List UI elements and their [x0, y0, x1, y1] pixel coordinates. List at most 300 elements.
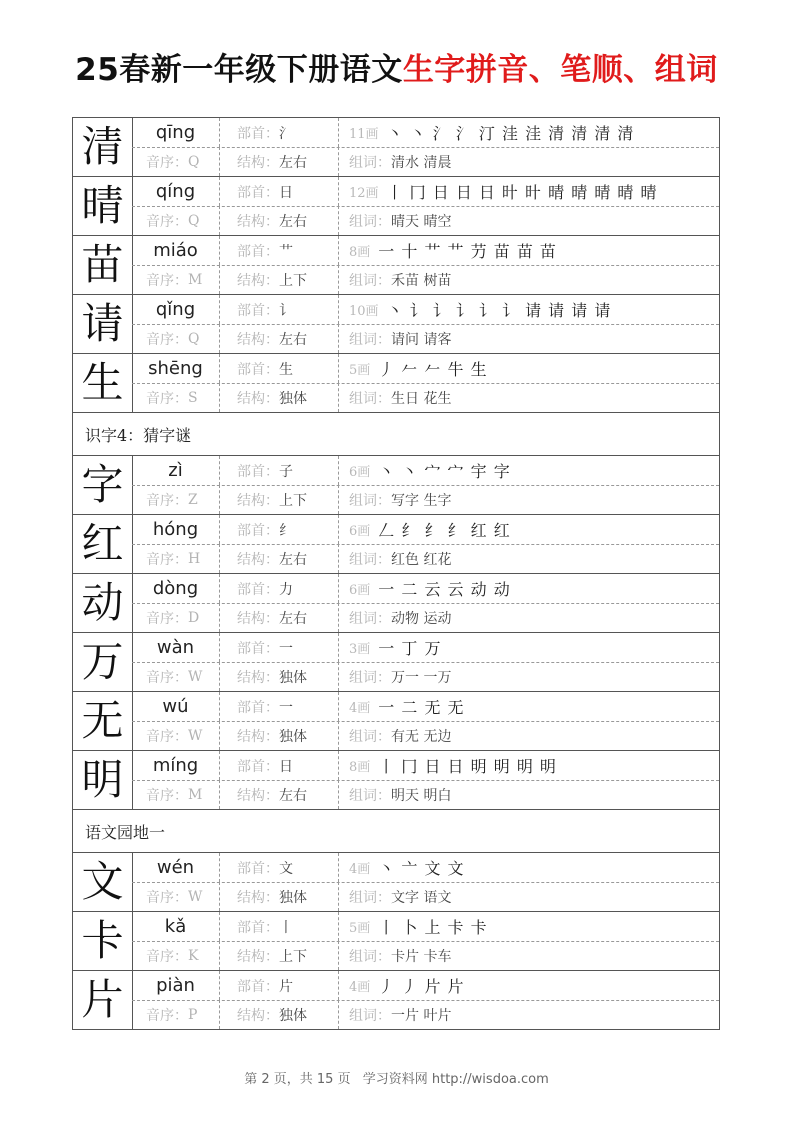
radical-label: 部首： [237, 758, 279, 775]
stroke-order-cell [339, 456, 719, 485]
entry-bottom-row [132, 206, 719, 235]
stroke-count-number: 4 [349, 980, 358, 995]
index-letter-label: 音序： [146, 390, 188, 407]
character-entry [73, 574, 719, 633]
stroke-count [349, 182, 379, 201]
words-label: 组词： [349, 390, 391, 407]
character-entry [73, 971, 719, 1030]
stroke-count-unit: 画 [357, 921, 371, 936]
radical-value: 氵 [279, 125, 293, 142]
index-letter-cell [132, 265, 220, 294]
structure-value: 左右 [279, 610, 307, 627]
pinyin: qīng [132, 118, 220, 147]
stroke-count-unit: 画 [357, 701, 371, 716]
structure-label: 结构： [237, 1007, 279, 1024]
entry-bottom-row [132, 721, 719, 750]
index-letter-value: H [188, 550, 201, 567]
radical-label: 部首： [237, 361, 279, 378]
stroke-count [349, 638, 370, 657]
hanzi-character: 无 [73, 692, 133, 750]
words-label: 组词： [349, 551, 391, 568]
stroke-order-cell [339, 574, 719, 603]
words-value: 红色 红花 [391, 551, 452, 568]
radical-label: 部首： [237, 919, 279, 936]
stroke-count-unit: 画 [357, 465, 371, 480]
structure-cell [220, 1000, 339, 1029]
structure-value: 独体 [279, 889, 307, 906]
structure-value: 独体 [279, 728, 307, 745]
character-entry [73, 633, 719, 692]
index-letter-cell [132, 383, 220, 412]
stroke-count-number: 10 [349, 304, 366, 319]
structure-label: 结构： [237, 390, 279, 407]
stroke-count [349, 697, 370, 716]
radical-label: 部首： [237, 699, 279, 716]
pinyin: qíng [132, 177, 220, 206]
section-heading: 识字4：猜字谜 [73, 413, 719, 456]
character-entry [73, 912, 719, 971]
words-label: 组词： [349, 331, 391, 348]
radical-value: 日 [279, 184, 293, 201]
index-letter-label: 音序： [146, 492, 188, 509]
stroke-sequence: 丶 丶 氵 氵 汀 洼 洼 清 清 清 清 [386, 124, 635, 143]
stroke-sequence: 丶 亠 文 文 [378, 859, 465, 878]
words-value: 动物 运动 [391, 610, 452, 627]
stroke-order-cell [339, 633, 719, 662]
index-letter-cell [132, 941, 220, 970]
stroke-order-cell [339, 853, 719, 882]
character-entry [73, 295, 719, 354]
words-label: 组词： [349, 492, 391, 509]
index-letter-label: 音序： [146, 154, 188, 171]
radical-cell [220, 456, 339, 485]
radical-cell [220, 692, 339, 721]
stroke-count [349, 976, 370, 995]
index-letter-value: D [188, 609, 200, 626]
structure-label: 结构： [237, 331, 279, 348]
stroke-count-unit: 画 [357, 363, 371, 378]
radical-label: 部首： [237, 860, 279, 877]
words-label: 组词： [349, 154, 391, 171]
words-cell [339, 1000, 719, 1029]
character-entry [73, 354, 719, 413]
words-value: 明天 明白 [391, 787, 452, 804]
title-red: 生字拼音、笔顺、组词 [402, 52, 718, 88]
stroke-count-number: 6 [349, 524, 358, 539]
radical-value: 讠 [279, 302, 293, 319]
index-letter-value: S [188, 389, 198, 406]
structure-value: 独体 [279, 1007, 307, 1024]
words-cell [339, 721, 719, 750]
radical-cell [220, 177, 339, 206]
stroke-count [349, 359, 370, 378]
radical-label: 部首： [237, 184, 279, 201]
index-letter-cell [132, 780, 220, 809]
index-letter-value: Z [188, 491, 198, 508]
radical-label: 部首： [237, 243, 279, 260]
structure-cell [220, 662, 339, 691]
radical-cell [220, 912, 339, 941]
hanzi-character: 片 [73, 971, 133, 1029]
structure-value: 左右 [279, 331, 307, 348]
structure-cell [220, 324, 339, 353]
words-value: 卡片 卡车 [391, 948, 452, 965]
entry-top-row [132, 236, 719, 266]
pinyin: hóng [132, 515, 220, 544]
words-cell [339, 603, 719, 632]
radical-label: 部首： [237, 522, 279, 539]
structure-cell [220, 941, 339, 970]
index-letter-label: 音序： [146, 1007, 188, 1024]
stroke-order-cell [339, 354, 719, 383]
words-value: 一片 叶片 [391, 1007, 452, 1024]
hanzi-character: 生 [73, 354, 133, 412]
structure-value: 左右 [279, 154, 307, 171]
pinyin: dòng [132, 574, 220, 603]
stroke-count-number: 8 [349, 245, 358, 260]
hanzi-character: 请 [73, 295, 133, 353]
words-cell [339, 383, 719, 412]
radical-value: 一 [279, 699, 293, 716]
stroke-sequence: 丶 丶 宀 宀 宇 字 [378, 462, 511, 481]
stroke-count-unit: 画 [357, 583, 371, 598]
words-label: 组词： [349, 889, 391, 906]
radical-value: 纟 [279, 522, 293, 539]
words-label: 组词： [349, 669, 391, 686]
structure-value: 独体 [279, 390, 307, 407]
stroke-sequence: 一 二 无 无 [378, 698, 465, 717]
character-entry [73, 118, 719, 177]
entry-top-row [132, 177, 719, 207]
stroke-count-unit: 画 [365, 127, 379, 142]
structure-cell [220, 265, 339, 294]
stroke-order-cell [339, 236, 719, 265]
structure-value: 上下 [279, 948, 307, 965]
hanzi-character: 清 [73, 118, 133, 176]
hanzi-character: 卡 [73, 912, 133, 970]
words-cell [339, 662, 719, 691]
structure-label: 结构： [237, 154, 279, 171]
pinyin: zì [132, 456, 220, 485]
entry-bottom-row [132, 383, 719, 412]
index-letter-label: 音序： [146, 889, 188, 906]
structure-label: 结构： [237, 889, 279, 906]
stroke-count [349, 461, 370, 480]
character-entry [73, 692, 719, 751]
structure-cell [220, 544, 339, 573]
index-letter-value: W [188, 888, 203, 905]
stroke-sequence: 丶 讠 讠 讠 讠 讠 请 请 请 请 [386, 301, 612, 320]
stroke-sequence: 丿 𠂉 𠂉 牛 生 [378, 360, 488, 379]
radical-value: 片 [279, 978, 293, 995]
structure-label: 结构： [237, 948, 279, 965]
index-letter-value: M [188, 271, 203, 288]
entry-bottom-row [132, 485, 719, 514]
radical-cell [220, 118, 339, 147]
index-letter-value: P [188, 1006, 198, 1023]
stroke-count-unit: 画 [357, 642, 371, 657]
index-letter-value: W [188, 727, 203, 744]
pinyin: wén [132, 853, 220, 882]
entry-bottom-row [132, 780, 719, 809]
hanzi-character: 红 [73, 515, 133, 573]
index-letter-cell [132, 324, 220, 353]
words-label: 组词： [349, 728, 391, 745]
radical-value: 力 [279, 581, 293, 598]
structure-label: 结构： [237, 728, 279, 745]
stroke-order-cell [339, 515, 719, 544]
radical-cell [220, 515, 339, 544]
words-label: 组词： [349, 213, 391, 230]
entry-top-row [132, 118, 719, 148]
page-title [0, 44, 793, 89]
pinyin: wú [132, 692, 220, 721]
stroke-count-number: 4 [349, 862, 358, 877]
structure-label: 结构： [237, 610, 279, 627]
index-letter-label: 音序： [146, 669, 188, 686]
stroke-count [349, 123, 379, 142]
radical-value: 艹 [279, 243, 293, 260]
stroke-count-number: 6 [349, 583, 358, 598]
words-value: 生日 花生 [391, 390, 452, 407]
words-value: 有无 无边 [391, 728, 452, 745]
entry-bottom-row [132, 662, 719, 691]
index-letter-cell [132, 544, 220, 573]
entry-bottom-row [132, 324, 719, 353]
radical-cell [220, 295, 339, 324]
title-black: 25春新一年级下册语文 [75, 52, 403, 88]
words-cell [339, 780, 719, 809]
entry-bottom-row [132, 265, 719, 294]
index-letter-cell [132, 206, 220, 235]
stroke-count-number: 5 [349, 363, 358, 378]
radical-cell [220, 971, 339, 1000]
stroke-count [349, 579, 370, 598]
stroke-count-number: 12 [349, 186, 366, 201]
stroke-count-number: 4 [349, 701, 358, 716]
stroke-count [349, 917, 370, 936]
stroke-order-cell [339, 692, 719, 721]
entry-top-row [132, 295, 719, 325]
stroke-count [349, 241, 370, 260]
words-value: 禾苗 树苗 [391, 272, 452, 289]
words-cell [339, 147, 719, 176]
pinyin: wàn [132, 633, 220, 662]
radical-cell [220, 633, 339, 662]
stroke-order-cell [339, 177, 719, 206]
radical-label: 部首： [237, 978, 279, 995]
radical-label: 部首： [237, 463, 279, 480]
page-footer [0, 1068, 793, 1087]
radical-label: 部首： [237, 581, 279, 598]
site-watermark: 学习资料网 http://wisdoa.com [362, 1072, 549, 1087]
structure-label: 结构： [237, 551, 279, 568]
structure-value: 上下 [279, 492, 307, 509]
stroke-sequence: 丨 冂 日 日 明 明 明 明 [378, 757, 557, 776]
words-label: 组词： [349, 948, 391, 965]
stroke-sequence: 丿 丿 片 片 [378, 977, 465, 996]
stroke-count-unit: 画 [357, 760, 371, 775]
stroke-count-unit: 画 [365, 186, 379, 201]
entry-top-row [132, 853, 719, 883]
entry-top-row [132, 633, 719, 663]
radical-cell [220, 574, 339, 603]
words-label: 组词： [349, 272, 391, 289]
stroke-count [349, 300, 379, 319]
stroke-count [349, 858, 370, 877]
radical-cell [220, 751, 339, 780]
structure-cell [220, 780, 339, 809]
radical-value: 丨 [279, 919, 293, 936]
stroke-count-unit: 画 [357, 524, 371, 539]
entry-top-row [132, 692, 719, 722]
stroke-count [349, 520, 370, 539]
hanzi-character: 文 [73, 853, 133, 911]
structure-value: 左右 [279, 787, 307, 804]
structure-cell [220, 383, 339, 412]
stroke-order-cell [339, 295, 719, 324]
index-letter-label: 音序： [146, 551, 188, 568]
radical-cell [220, 354, 339, 383]
stroke-count-number: 6 [349, 465, 358, 480]
stroke-order-cell [339, 912, 719, 941]
character-entry [73, 456, 719, 515]
index-letter-cell [132, 603, 220, 632]
stroke-sequence: 一 十 艹 艹 芀 苗 苗 苗 [378, 242, 557, 261]
pinyin: míng [132, 751, 220, 780]
stroke-sequence: 一 丁 万 [378, 639, 442, 658]
section-heading: 语文园地一 [73, 810, 719, 853]
words-value: 晴天 晴空 [391, 213, 452, 230]
stroke-count-unit: 画 [357, 862, 371, 877]
structure-label: 结构： [237, 213, 279, 230]
hanzi-character: 万 [73, 633, 133, 691]
entry-top-row [132, 971, 719, 1001]
entry-top-row [132, 912, 719, 942]
stroke-order-cell [339, 751, 719, 780]
structure-value: 独体 [279, 669, 307, 686]
structure-cell [220, 206, 339, 235]
pinyin: miáo [132, 236, 220, 265]
radical-label: 部首： [237, 302, 279, 319]
structure-label: 结构： [237, 787, 279, 804]
entry-bottom-row [132, 882, 719, 911]
hanzi-character: 苗 [73, 236, 133, 294]
stroke-count-unit: 画 [357, 245, 371, 260]
words-label: 组词： [349, 610, 391, 627]
pinyin: qǐng [132, 295, 220, 324]
character-table [72, 117, 720, 1030]
words-cell [339, 206, 719, 235]
radical-value: 文 [279, 860, 293, 877]
index-letter-cell [132, 882, 220, 911]
stroke-count-number: 8 [349, 760, 358, 775]
structure-cell [220, 147, 339, 176]
index-letter-label: 音序： [146, 213, 188, 230]
character-entry [73, 853, 719, 912]
entry-top-row [132, 515, 719, 545]
index-letter-label: 音序： [146, 331, 188, 348]
entry-top-row [132, 751, 719, 781]
radical-value: 子 [279, 463, 293, 480]
stroke-count-number: 3 [349, 642, 358, 657]
page-number: 第 2 页，共 15 页 [244, 1072, 351, 1087]
entry-bottom-row [132, 544, 719, 573]
structure-value: 左右 [279, 551, 307, 568]
radical-label: 部首： [237, 640, 279, 657]
entry-bottom-row [132, 147, 719, 176]
structure-cell [220, 603, 339, 632]
structure-value: 左右 [279, 213, 307, 230]
index-letter-value: W [188, 668, 203, 685]
stroke-count-number: 5 [349, 921, 358, 936]
radical-label: 部首： [237, 125, 279, 142]
words-cell [339, 941, 719, 970]
words-label: 组词： [349, 1007, 391, 1024]
entry-bottom-row [132, 603, 719, 632]
words-cell [339, 265, 719, 294]
radical-cell [220, 853, 339, 882]
structure-cell [220, 882, 339, 911]
words-value: 请问 请客 [391, 331, 452, 348]
character-entry [73, 515, 719, 574]
radical-cell [220, 236, 339, 265]
index-letter-cell [132, 147, 220, 176]
structure-label: 结构： [237, 272, 279, 289]
hanzi-character: 明 [73, 751, 133, 809]
index-letter-value: Q [188, 330, 200, 347]
words-cell [339, 485, 719, 514]
character-entry [73, 236, 719, 295]
entry-top-row [132, 354, 719, 384]
hanzi-character: 动 [73, 574, 133, 632]
stroke-count [349, 756, 370, 775]
structure-value: 上下 [279, 272, 307, 289]
entry-top-row [132, 456, 719, 486]
radical-value: 日 [279, 758, 293, 775]
entry-bottom-row [132, 941, 719, 970]
index-letter-cell [132, 662, 220, 691]
words-label: 组词： [349, 787, 391, 804]
stroke-sequence: 丨 冂 日 日 日 旪 旪 晴 晴 晴 晴 晴 [386, 183, 658, 202]
pinyin: shēng [132, 354, 220, 383]
words-cell [339, 324, 719, 353]
words-cell [339, 882, 719, 911]
words-value: 清水 清晨 [391, 154, 452, 171]
words-value: 万一 一万 [391, 669, 452, 686]
index-letter-label: 音序： [146, 610, 188, 627]
index-letter-value: M [188, 786, 203, 803]
stroke-sequence: 丨 卜 上 卡 卡 [378, 918, 488, 937]
stroke-count-unit: 画 [357, 980, 371, 995]
index-letter-cell [132, 1000, 220, 1029]
index-letter-cell [132, 485, 220, 514]
character-entry [73, 751, 719, 810]
structure-label: 结构： [237, 669, 279, 686]
radical-value: 一 [279, 640, 293, 657]
stroke-order-cell [339, 118, 719, 147]
pinyin: kǎ [132, 912, 220, 941]
words-value: 写字 生字 [391, 492, 452, 509]
index-letter-cell [132, 721, 220, 750]
index-letter-label: 音序： [146, 787, 188, 804]
words-value: 文字 语文 [391, 889, 452, 906]
words-cell [339, 544, 719, 573]
structure-cell [220, 485, 339, 514]
radical-value: 生 [279, 361, 293, 378]
index-letter-label: 音序： [146, 728, 188, 745]
index-letter-label: 音序： [146, 272, 188, 289]
